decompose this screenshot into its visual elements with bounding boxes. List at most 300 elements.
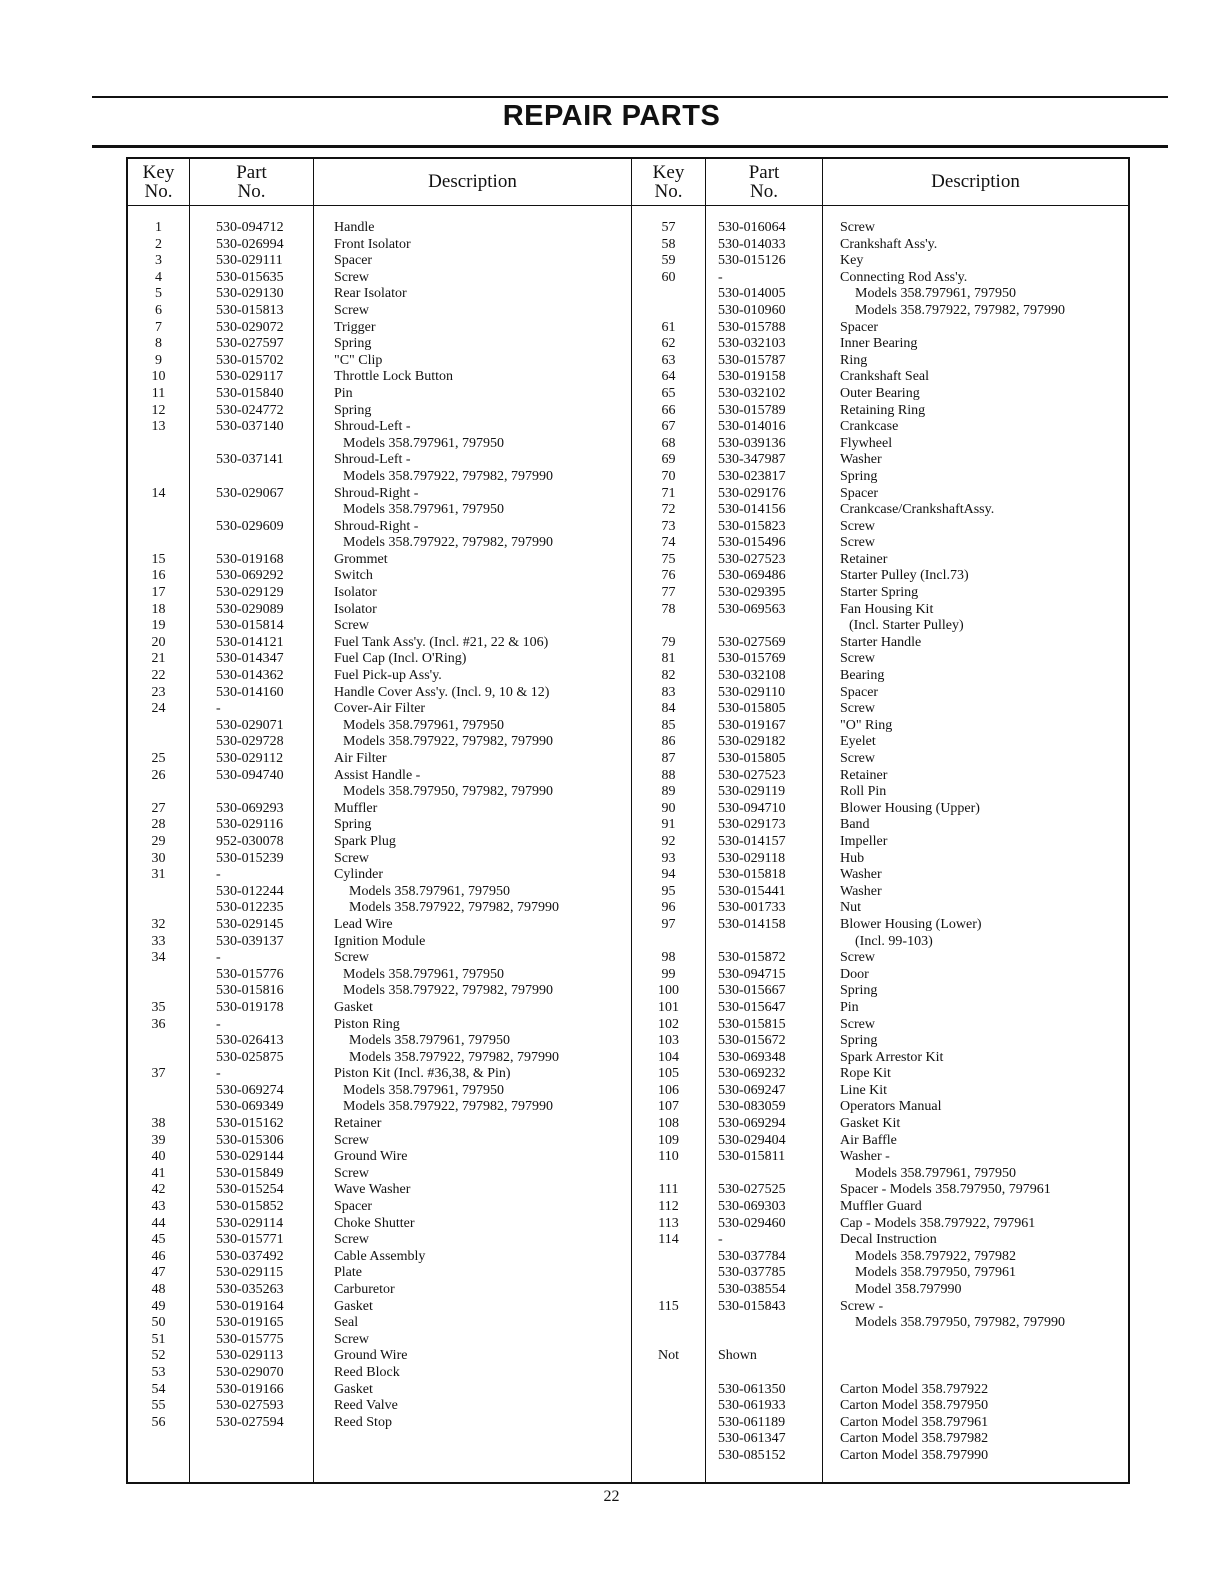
row-desc: Screw	[334, 618, 369, 634]
row-desc: Rear Isolator	[334, 286, 407, 302]
row-desc: "O" Ring	[840, 717, 893, 733]
row-part	[718, 1315, 822, 1332]
row-part: 530-085152	[718, 1447, 786, 1463]
row-desc: Models 358.797922, 797982, 797990	[349, 1049, 559, 1065]
row-part: 530-029072	[216, 319, 284, 335]
row-desc: Assist Handle -	[334, 767, 421, 783]
row-part: 530-069486	[718, 568, 786, 584]
row-desc: Reed Valve	[334, 1398, 398, 1414]
row-key: 51	[151, 1331, 166, 1347]
row-desc: Connecting Rod Ass'y.	[840, 269, 968, 285]
row-key: 22	[151, 668, 166, 684]
row-part: 530-015814	[216, 618, 284, 634]
row-part: -	[216, 867, 221, 883]
left-description-column	[334, 220, 630, 1431]
row-desc: Models 358.797950, 797982, 797990	[855, 1315, 1065, 1331]
row-part: 530-019168	[216, 551, 284, 567]
row-key: 53	[151, 1364, 166, 1380]
row-part: 530-029117	[216, 369, 284, 385]
row-key: 12	[151, 402, 166, 418]
row-key: 58	[661, 236, 676, 252]
row-desc: Wave Washer	[334, 1182, 411, 1198]
row-key: 36	[151, 1016, 166, 1032]
row-part: 530-015162	[216, 1116, 284, 1132]
row-key: 73	[661, 518, 676, 534]
row-desc: Throttle Lock Button	[334, 369, 453, 385]
row-part: 530-029111	[216, 253, 283, 269]
row-key: 3	[155, 253, 162, 269]
row-key: 33	[151, 933, 166, 949]
row-desc: Spark Arrestor Kit	[840, 1049, 944, 1065]
row-key: 28	[151, 817, 166, 833]
row-desc: Models 358.797961, 797950	[343, 1082, 504, 1098]
row-desc: Models 358.797961, 797950	[343, 502, 504, 518]
right-key-column	[632, 220, 705, 1465]
row-key: Not	[658, 1348, 679, 1364]
row-key	[128, 884, 189, 901]
row-part: 530-016064	[718, 220, 786, 235]
row-part: 530-014156	[718, 502, 786, 518]
row-key: 42	[151, 1182, 166, 1198]
row-key: 71	[661, 485, 676, 501]
row-desc: Models 358.797922, 797982, 797990	[349, 900, 559, 916]
row-part: 530-037141	[216, 452, 284, 468]
row-part: 530-026413	[216, 1033, 284, 1049]
row-key	[128, 900, 189, 917]
row-desc: (Incl. 99-103)	[855, 933, 933, 949]
row-key	[128, 535, 189, 552]
row-key: 11	[151, 385, 166, 401]
row-desc: Pin	[840, 999, 859, 1015]
row-part: 530-029067	[216, 485, 284, 501]
row-part: 530-015813	[216, 302, 284, 318]
row-part: 530-012244	[216, 883, 284, 899]
row-key	[632, 1282, 705, 1299]
row-desc: Spark Plug	[334, 833, 396, 849]
row-key: 18	[151, 601, 166, 617]
row-desc: Models 358.797961, 797950	[349, 1033, 510, 1049]
row-part: 530-027523	[718, 551, 786, 567]
row-desc: Ring	[840, 352, 868, 368]
row-desc: Models 358.797922, 797982, 797990	[855, 302, 1065, 318]
row-key: 115	[658, 1298, 679, 1314]
row-desc: Shroud-Left -	[334, 419, 411, 435]
row-key: 31	[151, 867, 166, 883]
row-desc: Shroud-Right -	[334, 485, 419, 501]
row-desc: Spring	[840, 983, 878, 999]
row-part: 530-026994	[216, 236, 284, 252]
row-desc: Handle Cover Ass'y. (Incl. 9, 10 & 12)	[334, 684, 550, 700]
row-key	[632, 618, 705, 635]
row-part: 530-029130	[216, 286, 284, 302]
row-desc: Spacer	[334, 1199, 373, 1215]
row-part: 530-024772	[216, 402, 284, 418]
row-key	[128, 519, 189, 536]
row-part: 530-029112	[216, 751, 284, 766]
row-key: 17	[151, 585, 166, 601]
row-desc: Piston Kit (Incl. #36,38, & Pin)	[334, 1066, 511, 1082]
row-part: 530-015776	[216, 966, 284, 982]
row-part: 530-039136	[718, 435, 786, 451]
row-desc: Models 358.797961, 797950	[349, 883, 510, 899]
row-desc: Washer	[840, 452, 882, 468]
row-key: 63	[661, 352, 676, 368]
row-part: 530-069247	[718, 1082, 786, 1098]
row-part: Shown	[718, 1348, 757, 1364]
row-desc: Muffler	[334, 800, 378, 816]
row-desc: Ignition Module	[334, 933, 426, 949]
row-part: 530-015787	[718, 352, 786, 368]
row-part: 530-069292	[216, 568, 284, 584]
row-part: 530-014362	[216, 668, 284, 684]
row-desc: Impeller	[840, 833, 888, 849]
row-key: 26	[151, 767, 166, 783]
row-desc: Operators Manual	[840, 1099, 942, 1115]
row-part: 530-029182	[718, 734, 786, 750]
row-part: 530-094740	[216, 767, 284, 783]
row-part: 530-029404	[718, 1132, 786, 1148]
row-part: 530-015702	[216, 352, 284, 368]
row-part: 530-094710	[718, 800, 786, 816]
row-desc: Screw	[334, 269, 369, 285]
row-part: 530-094715	[718, 966, 786, 982]
row-part: 530-025875	[216, 1049, 284, 1065]
row-desc: Spacer	[840, 684, 879, 700]
row-key: 54	[151, 1381, 166, 1397]
row-part: 530-015667	[718, 983, 786, 999]
row-key: 76	[661, 568, 676, 584]
row-key: 27	[151, 800, 166, 816]
row-part: 530-069293	[216, 800, 284, 816]
row-part: 530-014157	[718, 833, 786, 849]
row-desc: Retainer	[334, 1116, 382, 1132]
row-part: 530-061350	[718, 1381, 786, 1397]
row-key: 98	[661, 950, 676, 966]
row-desc: Cap - Models 358.797922, 797961	[840, 1215, 1036, 1231]
row-part: 530-015496	[718, 535, 786, 551]
row-part: 530-032108	[718, 668, 786, 684]
left-key-column	[128, 220, 189, 1431]
row-key: 39	[151, 1132, 166, 1148]
row-key: 7	[155, 319, 162, 335]
row-key: 19	[151, 618, 166, 634]
row-key: 82	[661, 668, 676, 684]
row-key	[632, 934, 705, 951]
row-key: 32	[151, 916, 166, 932]
row-desc: Models 358.797922, 797982	[855, 1248, 1016, 1264]
row-key: 45	[151, 1232, 166, 1248]
row-part: 530-014158	[718, 916, 786, 932]
row-part: -	[216, 1016, 221, 1032]
row-key	[632, 1332, 705, 1349]
row-key: 74	[661, 535, 676, 551]
row-key: 61	[661, 319, 676, 335]
row-desc: Models 358.797961, 797950	[343, 435, 504, 451]
row-desc: Isolator	[334, 585, 377, 601]
row-part: 530-019167	[718, 717, 786, 733]
row-desc: Fan Housing Kit	[840, 601, 934, 617]
row-desc: Washer	[840, 883, 882, 899]
row-key: 40	[151, 1149, 166, 1165]
row-desc: Grommet	[334, 551, 388, 567]
parts-table	[126, 157, 1130, 1484]
row-key	[632, 1415, 705, 1432]
row-part: 530-027593	[216, 1398, 284, 1414]
row-part: 530-015126	[718, 253, 786, 269]
row-key: 78	[661, 601, 676, 617]
row-key: 113	[658, 1215, 679, 1231]
row-key: 50	[151, 1315, 166, 1331]
row-desc: Crankshaft Seal	[840, 369, 930, 385]
row-part: 530-015254	[216, 1182, 284, 1198]
row-key	[128, 436, 189, 453]
row-part: 530-029116	[216, 817, 284, 833]
row-part: 530-029114	[216, 1215, 284, 1231]
column-divider	[313, 159, 314, 1482]
row-key: 23	[151, 684, 166, 700]
row-part: 530-029119	[718, 784, 786, 800]
row-desc: Air Filter	[334, 751, 387, 766]
row-key: 100	[658, 983, 679, 999]
row-part: 530-032102	[718, 385, 786, 401]
row-key: 81	[661, 651, 676, 667]
row-part: 530-029110	[718, 684, 786, 700]
header-part-no-right: Part No.	[748, 162, 780, 202]
row-desc: Screw	[840, 701, 875, 717]
row-key: 67	[661, 419, 676, 435]
row-desc: Roll Pin	[840, 784, 887, 800]
row-part: 530-069563	[718, 601, 786, 617]
row-key	[128, 1033, 189, 1050]
row-key	[632, 1315, 705, 1332]
row-part: 530-015805	[718, 701, 786, 717]
row-desc: Cover-Air Filter	[334, 701, 426, 717]
row-key: 5	[155, 286, 162, 302]
row-part: 530-029113	[216, 1348, 284, 1364]
row-key	[632, 286, 705, 303]
row-key: 38	[151, 1116, 166, 1132]
row-desc: Screw	[840, 651, 875, 667]
row-key: 13	[151, 419, 166, 435]
row-part: 530-015769	[718, 651, 786, 667]
row-desc: Screw	[840, 518, 875, 534]
row-part	[718, 934, 822, 951]
row-part: 530-019158	[718, 369, 786, 385]
row-desc: Isolator	[334, 601, 377, 617]
row-part: 530-014160	[216, 684, 284, 700]
title-rule	[92, 145, 1168, 148]
row-key: 108	[658, 1116, 679, 1132]
row-desc: Spring	[840, 468, 878, 484]
row-key: 69	[661, 452, 676, 468]
row-key	[632, 1382, 705, 1399]
row-key: 29	[151, 833, 166, 849]
row-desc: Carton Model 358.797950	[840, 1398, 989, 1414]
row-part: 530-039137	[216, 933, 284, 949]
row-desc: Trigger	[334, 319, 376, 335]
row-key	[128, 967, 189, 984]
row-key	[632, 1265, 705, 1282]
row-desc: Spacer	[334, 253, 373, 269]
right-description-column	[840, 220, 1128, 1465]
row-key: 44	[151, 1215, 166, 1231]
row-key: 66	[661, 402, 676, 418]
row-part: 530-015239	[216, 850, 284, 866]
row-part: 530-015441	[718, 883, 786, 899]
row-part: 530-027594	[216, 1414, 284, 1430]
row-desc: Ground Wire	[334, 1149, 408, 1165]
row-key: 2	[155, 236, 162, 252]
row-key: 43	[151, 1199, 166, 1215]
row-key: 55	[151, 1398, 166, 1414]
row-key: 72	[661, 502, 676, 518]
row-desc: Models 358.797961, 797950	[855, 1165, 1016, 1181]
row-part: 530-019165	[216, 1315, 284, 1331]
row-part: 530-035263	[216, 1282, 284, 1297]
row-key	[128, 452, 189, 469]
row-desc: Choke Shutter	[334, 1215, 415, 1231]
row-desc: (Incl. Starter Pulley)	[849, 618, 964, 634]
row-desc: Inner Bearing	[840, 336, 918, 352]
row-desc: Blower Housing (Lower)	[840, 916, 982, 932]
right-part-column	[718, 220, 822, 1465]
row-part	[216, 784, 312, 801]
row-part	[216, 535, 312, 552]
row-part: 530-037492	[216, 1248, 284, 1264]
row-desc: Shroud-Left -	[334, 452, 411, 468]
row-part: 530-029176	[718, 485, 786, 501]
row-desc: Handle	[334, 220, 375, 235]
row-desc: Outer Bearing	[840, 385, 920, 401]
header-key-no-left: Key No.	[142, 162, 175, 202]
row-part: -	[216, 701, 221, 717]
row-part	[216, 469, 312, 486]
row-key: 111	[658, 1182, 679, 1198]
row-key	[128, 718, 189, 735]
row-key: 16	[151, 568, 166, 584]
row-key: 79	[661, 634, 676, 650]
row-key: 85	[661, 717, 676, 733]
row-part: 530-015805	[718, 751, 786, 766]
row-key	[632, 1431, 705, 1448]
row-desc: Spacer - Models 358.797950, 797961	[840, 1182, 1051, 1198]
page-number: 22	[603, 1488, 620, 1505]
row-desc: Cable Assembly	[334, 1248, 426, 1264]
row-part: 530-019166	[216, 1381, 284, 1397]
row-key: 14	[151, 485, 166, 501]
row-part: 530-015840	[216, 385, 284, 401]
row-desc: Models 358.797961, 797950	[855, 286, 1016, 302]
row-key: 46	[151, 1248, 166, 1264]
row-key	[632, 1166, 705, 1183]
row-part: 530-347987	[718, 452, 786, 468]
row-key	[128, 734, 189, 751]
row-part	[216, 502, 312, 519]
row-part	[718, 618, 822, 635]
row-part: 530-037784	[718, 1248, 786, 1264]
row-part: 530-029460	[718, 1215, 786, 1231]
row-desc: Spring	[840, 1033, 878, 1049]
row-desc: Screw	[334, 302, 369, 318]
row-part: 530-037785	[718, 1265, 786, 1281]
row-desc: Screw	[334, 1132, 369, 1148]
row-key: 41	[151, 1165, 166, 1181]
row-part: 530-069303	[718, 1199, 786, 1215]
row-key: 86	[661, 734, 676, 750]
row-part: 952-030078	[216, 833, 284, 849]
row-desc: Crankcase/CrankshaftAssy.	[840, 502, 995, 518]
row-desc: Spacer	[840, 319, 879, 335]
row-desc: Bearing	[840, 668, 885, 684]
row-desc: Models 358.797961, 797950	[343, 966, 504, 982]
row-part: 530-029118	[718, 850, 786, 866]
row-desc: Lead Wire	[334, 916, 393, 932]
row-key: 34	[151, 950, 166, 966]
row-desc: Spacer	[840, 485, 879, 501]
row-part: -	[216, 1066, 221, 1082]
row-desc: Muffler Guard	[840, 1199, 922, 1215]
row-key: 112	[658, 1199, 679, 1215]
row-desc: Starter Handle	[840, 634, 922, 650]
row-desc: Fuel Tank Ass'y. (Incl. #21, 22 & 106)	[334, 634, 549, 650]
row-key	[632, 1249, 705, 1266]
row-key: 4	[155, 269, 162, 285]
row-part: 530-027525	[718, 1182, 786, 1198]
row-part: 530-015789	[718, 402, 786, 418]
row-part	[718, 1166, 822, 1183]
row-key: 64	[661, 369, 676, 385]
row-part: 530-015823	[718, 518, 786, 534]
row-key: 60	[661, 269, 676, 285]
row-desc: Crankshaft Ass'y.	[840, 236, 938, 252]
row-desc: Reed Block	[334, 1364, 400, 1380]
row-key: 15	[151, 551, 166, 567]
row-desc: Screw	[334, 1331, 369, 1347]
row-key: 75	[661, 551, 676, 567]
row-desc: Gasket Kit	[840, 1116, 901, 1132]
row-desc: Carton Model 358.797922	[840, 1381, 989, 1397]
row-key: 47	[151, 1265, 166, 1281]
row-part: 530-015775	[216, 1331, 284, 1347]
row-key: 114	[658, 1232, 679, 1248]
row-desc: Retaining Ring	[840, 402, 926, 418]
row-key: 35	[151, 999, 166, 1015]
row-part: -	[718, 1232, 723, 1248]
row-part: 530-061189	[718, 1414, 786, 1430]
row-part: 530-015771	[216, 1232, 284, 1248]
row-part: 530-014033	[718, 236, 786, 252]
row-desc: Models 358.797922, 797982, 797990	[343, 983, 553, 999]
row-part: 530-069348	[718, 1049, 786, 1065]
row-key	[128, 502, 189, 519]
row-desc: Starter Pulley (Incl.73)	[840, 568, 969, 584]
row-desc: Hub	[840, 850, 865, 866]
row-key: 88	[661, 767, 676, 783]
row-part: 530-029395	[718, 585, 786, 601]
row-part: 530-029070	[216, 1364, 284, 1380]
row-desc: Washer -	[840, 1149, 890, 1165]
row-key: 83	[661, 684, 676, 700]
row-desc: Carburetor	[334, 1282, 395, 1297]
row-desc: Screw	[840, 535, 875, 551]
top-rule	[92, 96, 1168, 98]
row-part: 530-014121	[216, 634, 284, 650]
row-key: 92	[661, 833, 676, 849]
row-key: 96	[661, 900, 676, 916]
row-part: 530-069274	[216, 1082, 284, 1098]
row-part: 530-015843	[718, 1298, 786, 1314]
row-desc: Eyelet	[840, 734, 876, 750]
